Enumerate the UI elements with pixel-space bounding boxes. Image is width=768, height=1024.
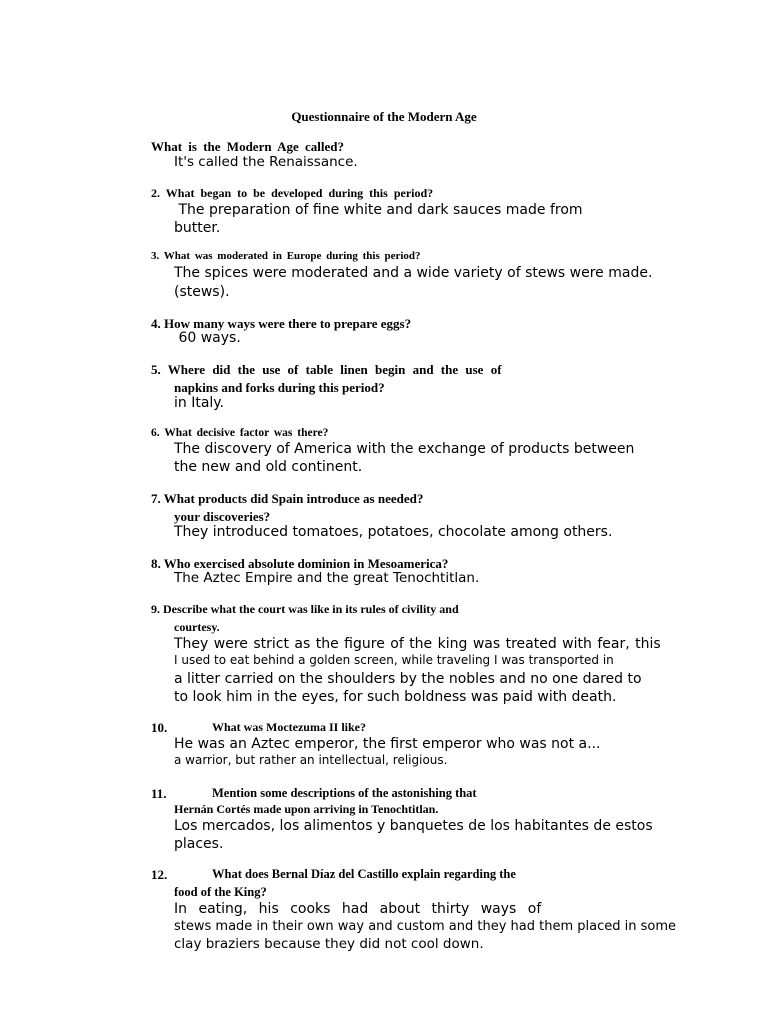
question-9-line-2: courtesy.	[174, 620, 220, 634]
answer-9-line-4: to look him in the eyes, for such boldness was paid with death.	[174, 689, 617, 705]
answer-7: They introduced tomatoes, potatoes, chocolate among others.	[174, 524, 613, 540]
question-10-number: 10.	[151, 720, 168, 735]
question-1: What is the Modern Age called?	[151, 139, 345, 154]
answer-10-line-1: He was an Aztec emperor, the first emperor who was not a...	[174, 736, 601, 752]
answer-9-line-2: I used to eat behind a golden screen, while traveling I was transported in	[174, 653, 614, 667]
question-12-line-1: What does Bernal Díaz del Castillo explain regarding the	[212, 867, 516, 881]
answer-11-line-2: places.	[174, 836, 224, 852]
answer-6-line-2: the new and old continent.	[174, 459, 363, 475]
question-5-line-2: napkins and forks during this period?	[174, 380, 385, 395]
question-11-line-2: Hernán Cortés made upon arriving in Tenochtitlan.	[174, 802, 439, 816]
question-6: 6. What decisive factor was there?	[151, 427, 329, 439]
question-12-line-2: food of the King?	[174, 885, 267, 899]
answer-3-line-2: (stews).	[174, 284, 230, 300]
answer-4: 60 ways.	[174, 330, 241, 346]
question-3: 3. What was moderated in Europe during this period?	[151, 250, 421, 262]
answer-10-line-2: a warrior, but rather an intellectual, religious.	[174, 753, 448, 767]
question-9-line-1: 9. Describe what the court was like in its rules of civility and	[151, 602, 459, 616]
page-title: Questionnaire of the Modern Age	[291, 109, 477, 124]
answer-12-line-2: stews made in their own way and custom and they had them placed in some	[174, 919, 677, 934]
answer-12-line-1: In eating, his cooks had about thirty ways of	[174, 901, 542, 917]
answer-1: It's called the Renaissance.	[174, 154, 358, 170]
question-5-line-1: 5. Where did the use of table linen begin and the use of	[151, 362, 502, 377]
question-4: 4. How many ways were there to prepare eggs?	[151, 316, 412, 331]
question-2: 2. What began to be developed during this period?	[151, 186, 434, 200]
question-10: What was Moctezuma II like?	[212, 720, 366, 734]
answer-5: in Italy.	[174, 395, 225, 411]
question-11-number: 11.	[151, 786, 167, 801]
question-7-line-2: your discoveries?	[174, 509, 271, 524]
answer-2-line-2: butter.	[174, 220, 221, 236]
answer-2-line-1: The preparation of fine white and dark sauces made from	[174, 202, 583, 218]
question-11-line-1: Mention some descriptions of the astonishing that	[212, 786, 477, 800]
answer-11-line-1: Los mercados, los alimentos y banquetes de los habitantes de estos	[174, 818, 653, 834]
answer-8: The Aztec Empire and the great Tenochtitlan.	[174, 570, 480, 586]
answer-9-line-1: They were strict as the figure of the king was treated with fear, this	[174, 636, 661, 652]
question-7-line-1: 7. What products did Spain introduce as needed?	[151, 491, 424, 506]
answer-3-line-1: The spices were moderated and a wide variety of stews were made.	[174, 265, 653, 281]
answer-6-line-1: The discovery of America with the exchange of products between	[174, 441, 635, 457]
question-8: 8. Who exercised absolute dominion in Mesoamerica?	[151, 556, 449, 571]
question-12-number: 12.	[151, 867, 168, 882]
answer-12-line-3: clay braziers because they did not cool down.	[174, 936, 484, 952]
answer-9-line-3: a litter carried on the shoulders by the nobles and no one dared to	[174, 671, 642, 687]
